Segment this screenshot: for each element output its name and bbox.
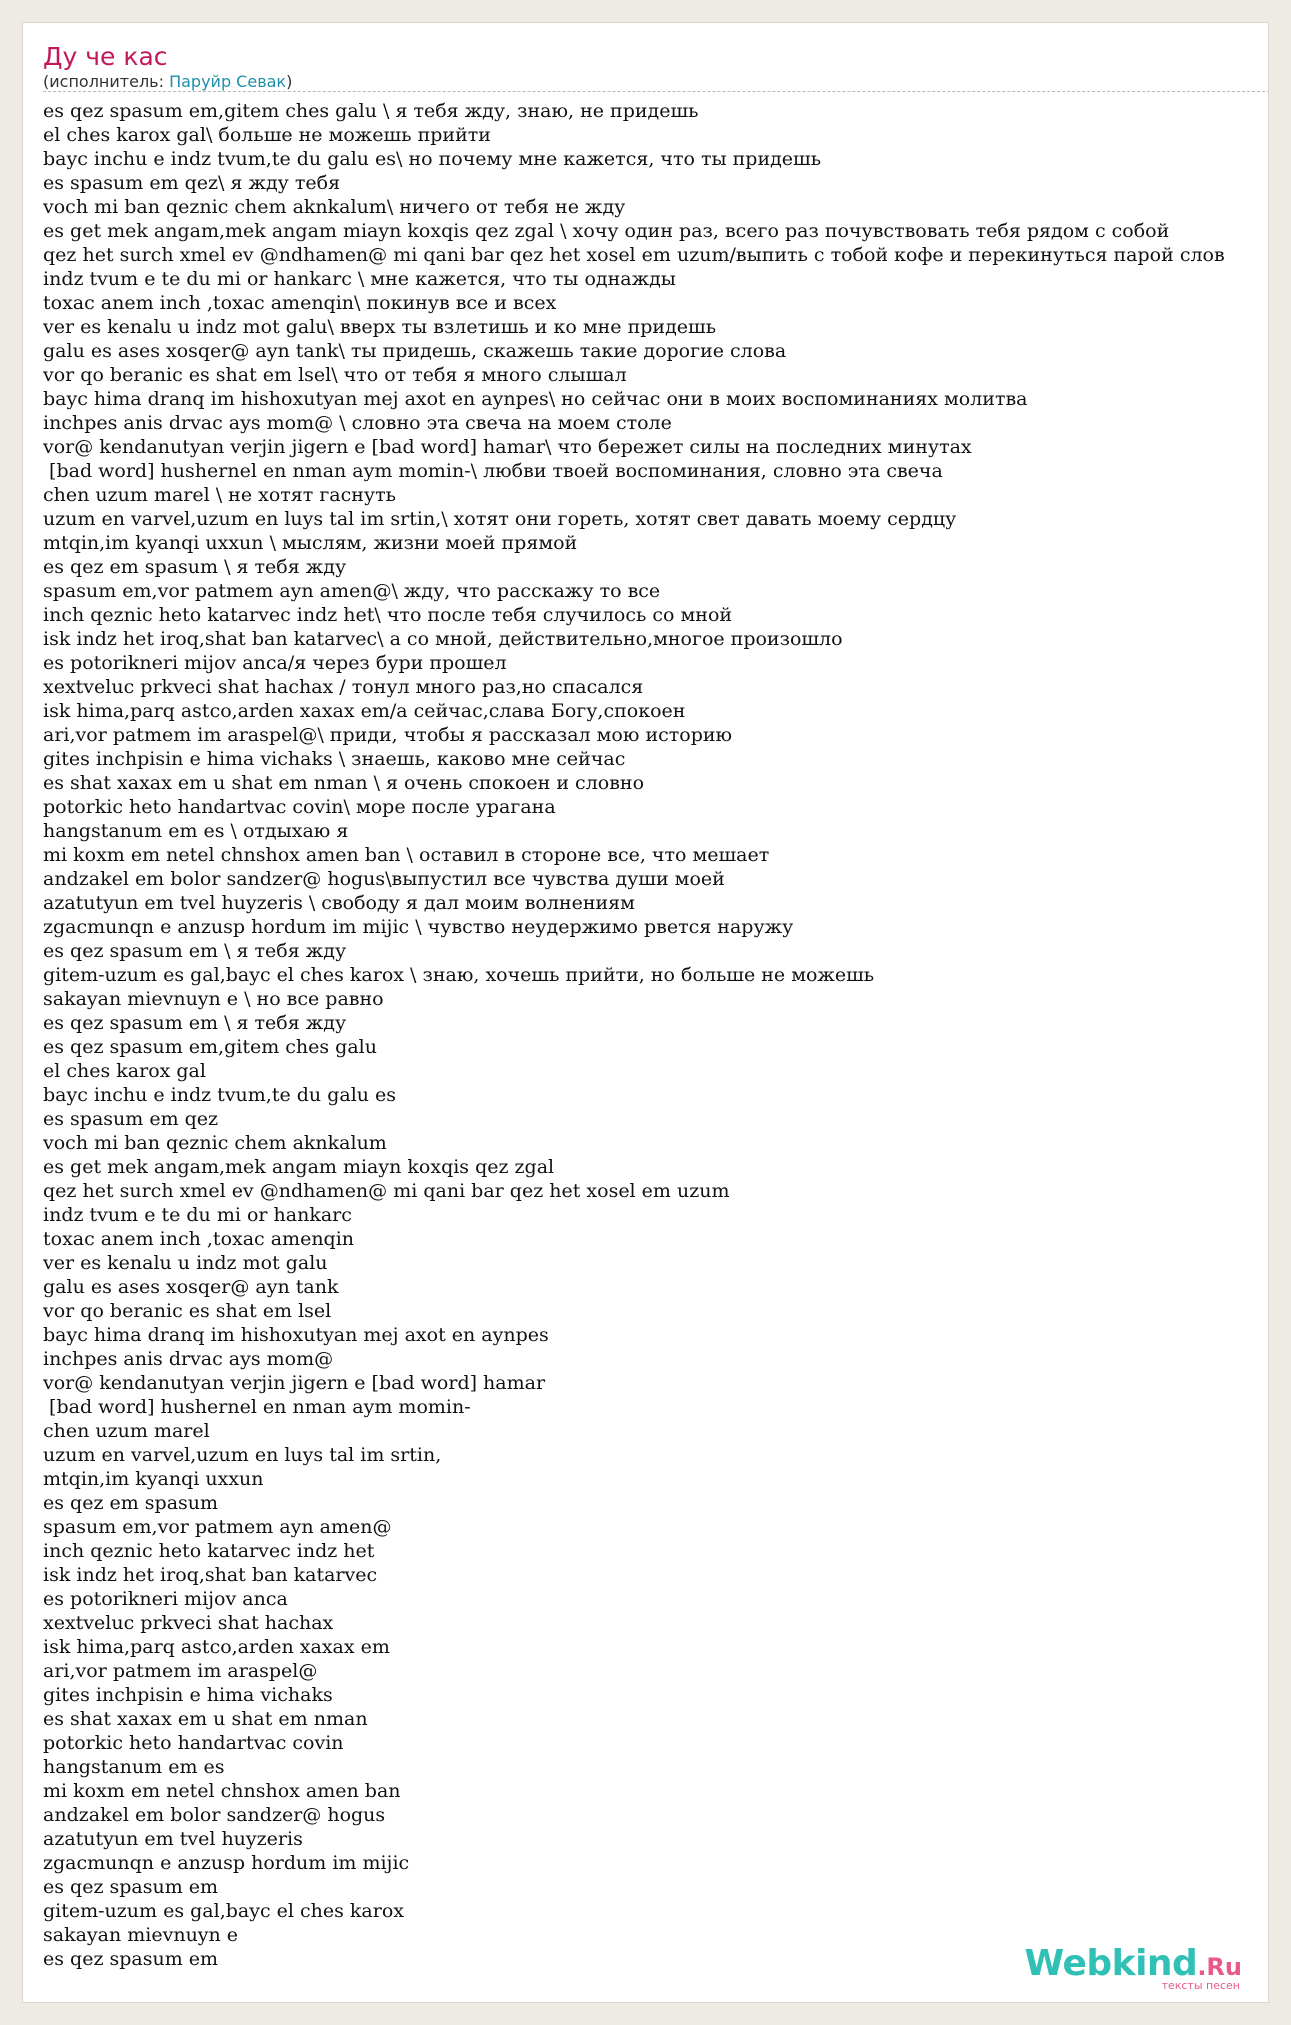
lyric-line: uzum en varvel,uzum en luys tal im srtin,\ хотят они гореть, хотят свет давать моему сердцу	[43, 508, 957, 530]
lyric-line: isk hima,parq astco,arden xaxax em/а сейчас,слава Богу,спокоен	[43, 700, 686, 722]
lyric-line: vor@ kendanutyan verjin jigern e [bad word] hamar\ что бережет силы на последних минутах	[43, 436, 972, 458]
lyric-line: qez het surch xmel ev @ndhamen@ mi qani bar qez het xosel em uzum/выпить с тобой кофе и перекинуться парой слов	[43, 244, 1225, 266]
lyric-line: gites inchpisin e hima vichaks \ знаешь, каково мне сейчас	[43, 748, 626, 770]
lyric-line: spasum em,vor patmem ayn amen@	[43, 1516, 392, 1538]
lyric-line: inch qeznic heto katarvec indz het\ что после тебя случилось со мной	[43, 604, 733, 626]
lyric-line: galu es ases xosqer@ ayn tank	[43, 1276, 339, 1298]
lyric-line: es spasum em qez\ я жду тебя	[43, 172, 341, 194]
logo-brand: Webkind	[1024, 1943, 1198, 1984]
lyrics-page	[22, 22, 1269, 2003]
lyric-line: es qez em spasum \ я тебя жду	[43, 556, 347, 578]
lyrics-text	[43, 99, 1269, 1971]
byline-prefix: (исполнитель:	[43, 72, 170, 91]
lyric-line: inchpes anis drvac ays mom@	[43, 1348, 334, 1370]
lyric-line: gitem-uzum es gal,bayc el ches karox \ знаю, хочешь прийти, но больше не можешь	[43, 964, 875, 986]
lyric-line: gitem-uzum es gal,bayc el ches karox	[43, 1900, 404, 1922]
lyric-line: bayc inchu e indz tvum,te du galu es\ но почему мне кажется, что ты придешь	[43, 148, 822, 170]
lyric-line: [bad word] hushernel en nman aym momin-\ любви твоей воспоминания, словно эта свеча	[43, 460, 943, 482]
site-logo[interactable]	[1025, 1944, 1242, 1992]
lyric-line: azatutyun em tvel huyzeris \ свободу я дал моим волнениям	[43, 892, 635, 914]
logo-tagline: тексты песен	[1161, 1979, 1240, 1992]
lyric-line: bayc hima dranq im hishoxutyan mej axot en aynpes\ но сейчас они в моих воспоминаниях молитва	[43, 388, 1028, 410]
lyric-line: isk indz het iroq,shat ban katarvec	[43, 1564, 378, 1586]
lyric-line: gites inchpisin e hima vichaks	[43, 1684, 333, 1706]
lyric-line: ver es kenalu u indz mot galu	[43, 1252, 328, 1274]
lyric-line: es qez spasum em,gitem ches galu \ я тебя жду, знаю, не придешь	[43, 100, 699, 122]
lyric-line: vor@ kendanutyan verjin jigern e [bad word] hamar	[43, 1372, 546, 1394]
lyric-line: voch mi ban qeznic chem aknkalum	[43, 1132, 387, 1154]
lyric-line: chen uzum marel \ не хотят гаснуть	[43, 484, 396, 506]
lyric-line: es spasum em qez	[43, 1108, 219, 1130]
lyric-line: es potorikneri mijov anca	[43, 1588, 288, 1610]
lyric-line: zgacmunqn e anzusp hordum im mijic	[43, 1852, 410, 1874]
lyric-line: mi koxm em netel chnshox amen ban	[43, 1780, 401, 1802]
lyric-line: [bad word] hushernel en nman aym momin-	[43, 1396, 471, 1418]
lyric-line: es shat xaxax em u shat em nman \ я очень спокоен и словно	[43, 772, 645, 794]
lyric-line: isk indz het iroq,shat ban katarvec\ а со мной, действительно,многое произошло	[43, 628, 843, 650]
lyric-line: mi koxm em netel chnshox amen ban \ оставил в стороне все, что мешает	[43, 844, 770, 866]
artist-link[interactable]: Паруйр Севак	[169, 72, 287, 91]
lyric-line: es qez spasum em \ я тебя жду	[43, 1012, 347, 1034]
lyric-line: voch mi ban qeznic chem aknkalum\ ничего от тебя не жду	[43, 196, 626, 218]
lyric-line: es shat xaxax em u shat em nman	[43, 1708, 368, 1730]
lyric-line: bayc inchu e indz tvum,te du galu es	[43, 1084, 397, 1106]
lyric-line: es qez spasum em,gitem ches galu	[43, 1036, 377, 1058]
lyric-line: azatutyun em tvel huyzeris	[43, 1828, 303, 1850]
lyric-line: vor qo beranic es shat em lsel	[43, 1300, 332, 1322]
lyric-line: indz tvum e te du mi or hankarc	[43, 1204, 352, 1226]
title-divider	[43, 91, 1269, 92]
lyric-line: zgacmunqn e anzusp hordum im mijic \ чувство неудержимо рвется наружу	[43, 916, 794, 938]
lyric-line: es qez spasum em	[43, 1948, 219, 1970]
lyric-line: mtqin,im kyanqi uxxun	[43, 1468, 264, 1490]
lyric-line: el ches karox gal	[43, 1060, 206, 1082]
lyric-line: es qez spasum em \ я тебя жду	[43, 940, 347, 962]
lyric-line: hangstanum em es \ отдыхаю я	[43, 820, 349, 842]
lyric-line: hangstanum em es	[43, 1756, 225, 1778]
lyric-line: vor qo beranic es shat em lsel\ что от тебя я много слышал	[43, 364, 627, 386]
lyric-line: es get mek angam,mek angam miayn koxqis qez zgal \ хочу один раз, всего раз почувствовать тебя рядом с собой	[43, 220, 1170, 242]
lyric-line: es qez spasum em	[43, 1876, 219, 1898]
lyric-line: potorkic heto handartvac covin\ море после урагана	[43, 796, 556, 818]
lyric-line: ari,vor patmem im araspel@	[43, 1660, 318, 1682]
lyric-line: sakayan mievnuyn e	[43, 1924, 239, 1946]
lyric-line: xextveluc prkveci shat hachax	[43, 1612, 334, 1634]
lyric-line: galu es ases xosqer@ ayn tank\ ты придешь, скажешь такие дорогие слова	[43, 340, 787, 362]
lyric-line: uzum en varvel,uzum en luys tal im srtin,	[43, 1444, 442, 1466]
lyric-line: es qez em spasum	[43, 1492, 219, 1514]
lyric-line: chen uzum marel	[43, 1420, 210, 1442]
lyric-line: indz tvum e te du mi or hankarc \ мне кажется, что ты однажды	[43, 268, 676, 290]
artist-byline	[43, 71, 292, 93]
lyric-line: inch qeznic heto katarvec indz het	[43, 1540, 375, 1562]
lyric-line: qez het surch xmel ev @ndhamen@ mi qani bar qez het xosel em uzum	[43, 1180, 730, 1202]
lyric-line: isk hima,parq astco,arden xaxax em	[43, 1636, 390, 1658]
lyric-line: andzakel em bolor sandzer@ hogus	[43, 1804, 386, 1826]
logo-tld: .Ru	[1197, 1953, 1242, 1981]
lyric-line: toxac anem inch ,toxac amenqin\ покинув все и всех	[43, 292, 557, 314]
lyric-line: xextveluc prkveci shat hachax / тонул много раз,но спасался	[43, 676, 644, 698]
lyric-line: ver es kenalu u indz mot galu\ вверх ты взлетишь и ко мне придешь	[43, 316, 717, 338]
lyric-line: bayc hima dranq im hishoxutyan mej axot en aynpes	[43, 1324, 549, 1346]
lyric-line: toxac anem inch ,toxac amenqin	[43, 1228, 355, 1250]
lyric-line: spasum em,vor patmem ayn amen@\ жду, что расскажу то все	[43, 580, 661, 602]
lyric-line: inchpes anis drvac ays mom@ \ словно эта свеча на моем столе	[43, 412, 672, 434]
lyric-line: andzakel em bolor sandzer@ hogus\выпустил все чувства души моей	[43, 868, 725, 890]
song-title: Ду че кас	[43, 42, 168, 71]
lyric-line: el ches karox gal\ больше не можешь прийти	[43, 124, 491, 146]
lyric-line: mtqin,im kyanqi uxxun \ мыслям, жизни моей прямой	[43, 532, 578, 554]
byline-suffix: )	[286, 72, 293, 91]
lyric-line: es potorikneri mijov anca/я через бури прошел	[43, 652, 507, 674]
lyric-line: ari,vor patmem im araspel@\ приди, чтобы я рассказал мою историю	[43, 724, 733, 746]
lyric-line: es get mek angam,mek angam miayn koxqis qez zgal	[43, 1156, 555, 1178]
lyric-line: potorkic heto handartvac covin	[43, 1732, 344, 1754]
lyric-line: sakayan mievnuyn e \ но все равно	[43, 988, 384, 1010]
